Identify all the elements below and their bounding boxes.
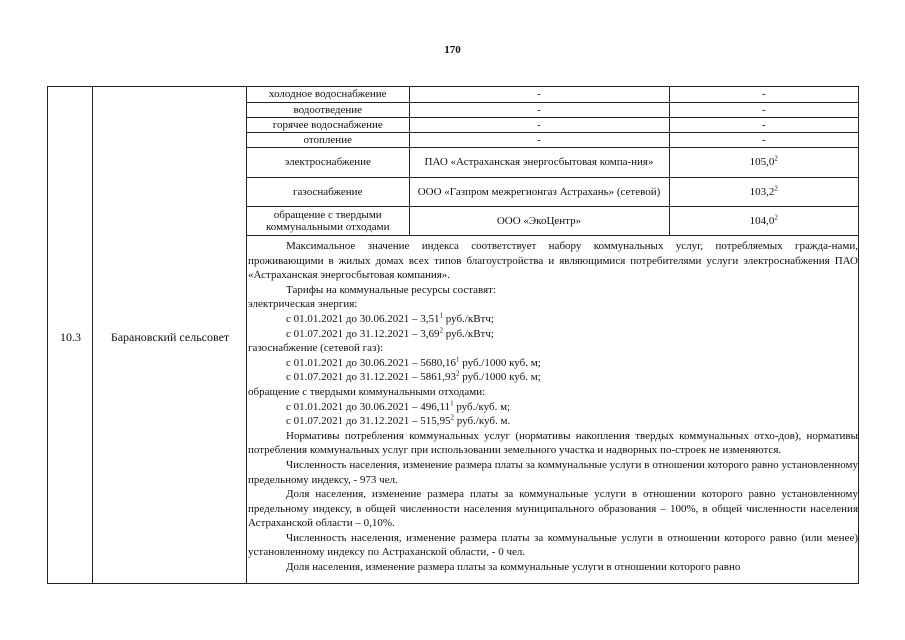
footnote-mark: 1 [450,398,454,407]
table-row [247,206,858,235]
service-name: горячее водоснабжение [247,117,409,132]
provider-name: - [409,117,669,132]
index-value: 103,2 [749,185,775,198]
footnote-mark: 2 [450,413,454,422]
service-name: обращение с твердыми коммунальными отходами [247,206,409,235]
footnote-mark: 1 [439,311,443,320]
paragraph: Доля населения, изменение размера платы за коммунальные услуги в отношении которого равно [286,561,741,574]
provider-name: ООО «Газпром межрегионгаз Астрахань» (сетевой) [409,177,669,206]
index-cell [669,147,858,177]
index-cell [669,177,858,206]
tariff-group-label: газоснабжение (сетевой газ): [248,342,384,355]
footnote-mark: 2 [774,183,778,192]
services-table [247,87,858,236]
service-name: электроснабжение [247,147,409,177]
tariff-line [248,400,858,415]
service-name: водоотведение [247,102,409,117]
tariff-unit: руб./куб. м. [453,415,511,428]
index-cell [669,206,858,235]
table-row [247,177,858,206]
tariff-unit: руб./кВтч; [442,327,494,340]
tariff-period: с 01.07.2021 до 31.12.2021 – 3,69 [286,327,440,340]
tariff-unit: руб./кВтч; [442,312,494,325]
tariff-unit: руб./1000 куб. м; [459,371,541,384]
paragraph: Максимальное значение индекса соответствует набору коммунальных услуг, потребляемых гражда-нами, проживающими в жилых домах всех типов благоустройства и являющимися потребителями услуги электроснабжения ПАО «Астраханская энергосбытовая компания». [248,240,858,282]
service-name: газоснабжение [247,177,409,206]
paragraph: Численность населения, изменение размера платы за коммунальные услуги в отношении которого равно установленному предельному индексу, - 973 чел. [248,458,858,486]
description-text [248,239,858,575]
paragraph: Тарифы на коммунальные ресурсы составят: [286,283,497,296]
tariff-period: с 01.01.2021 до 30.06.2021 – 3,51 [286,312,440,325]
tariff-line [248,312,858,327]
index-value: - [669,87,858,102]
paragraph: Численность населения, изменение размера платы за коммунальные услуги в отношении которого равно (или менее) установленному индексу по Астраханской области, - 0 чел. [248,531,858,559]
tariff-line [248,356,858,371]
index-value: - [669,132,858,147]
provider-name: ПАО «Астраханская энергосбытовая компа-ния» [409,147,669,177]
tariff-period: с 01.01.2021 до 30.06.2021 – 5680,16 [286,356,456,369]
tariff-line [248,414,858,429]
tariff-unit: руб./куб. м; [453,400,511,413]
tariff-line [248,370,858,385]
tariff-group-label: обращение с твердыми коммунальными отходами: [248,385,486,398]
provider-name: - [409,87,669,102]
footnote-mark: 2 [774,154,778,163]
footnote-mark: 2 [455,369,460,378]
row-number-column [48,87,93,583]
tariff-unit: руб./1000 куб. м; [459,356,541,369]
settlement-column [93,87,247,583]
table-row [247,117,858,132]
tariff-period: с 01.07.2021 до 31.12.2021 – 5861,93 [286,371,456,384]
index-value: - [669,102,858,117]
index-value: - [669,117,858,132]
footnote-mark: 2 [439,325,443,334]
service-name: холодное водоснабжение [247,87,409,102]
footnote-mark: 1 [455,355,460,364]
page-number: 170 [444,44,461,56]
table-row [247,147,858,177]
provider-name: - [409,102,669,117]
row-number: 10.3 [60,330,81,344]
paragraph: Доля населения, изменение размера платы за коммунальные услуги в отношении которого равно установленному предельному индексу, в общей численности населения муниципального образования – 100%, в общей численности населения Астраханской области – 0,10%. [248,488,858,530]
service-name: отопление [247,132,409,147]
settlement-name: Барановский сельсовет [110,330,230,344]
table-row [247,102,858,117]
provider-name: - [409,132,669,147]
tariff-line [248,327,858,342]
tariff-group-label: электрическая энергия: [248,298,358,311]
provider-name: ООО «ЭкоЦентр» [409,206,669,235]
table-row [247,132,858,147]
tariff-period: с 01.07.2021 до 31.12.2021 – 515,95 [286,415,451,428]
index-value: 105,0 [749,156,775,168]
tariff-period: с 01.01.2021 до 30.06.2021 – 496,11 [286,400,451,413]
paragraph: Нормативы потребления коммунальных услуг (нормативы накопления твердых коммунальных отхо-дов), нормативы потребления коммунальных услуг при использовании земельного участка и надворных по-строек не изменяются. [248,429,858,457]
index-value: 104,0 [749,214,775,227]
table-row [247,87,858,102]
tariff-table [47,86,859,584]
footnote-mark: 2 [774,212,778,221]
